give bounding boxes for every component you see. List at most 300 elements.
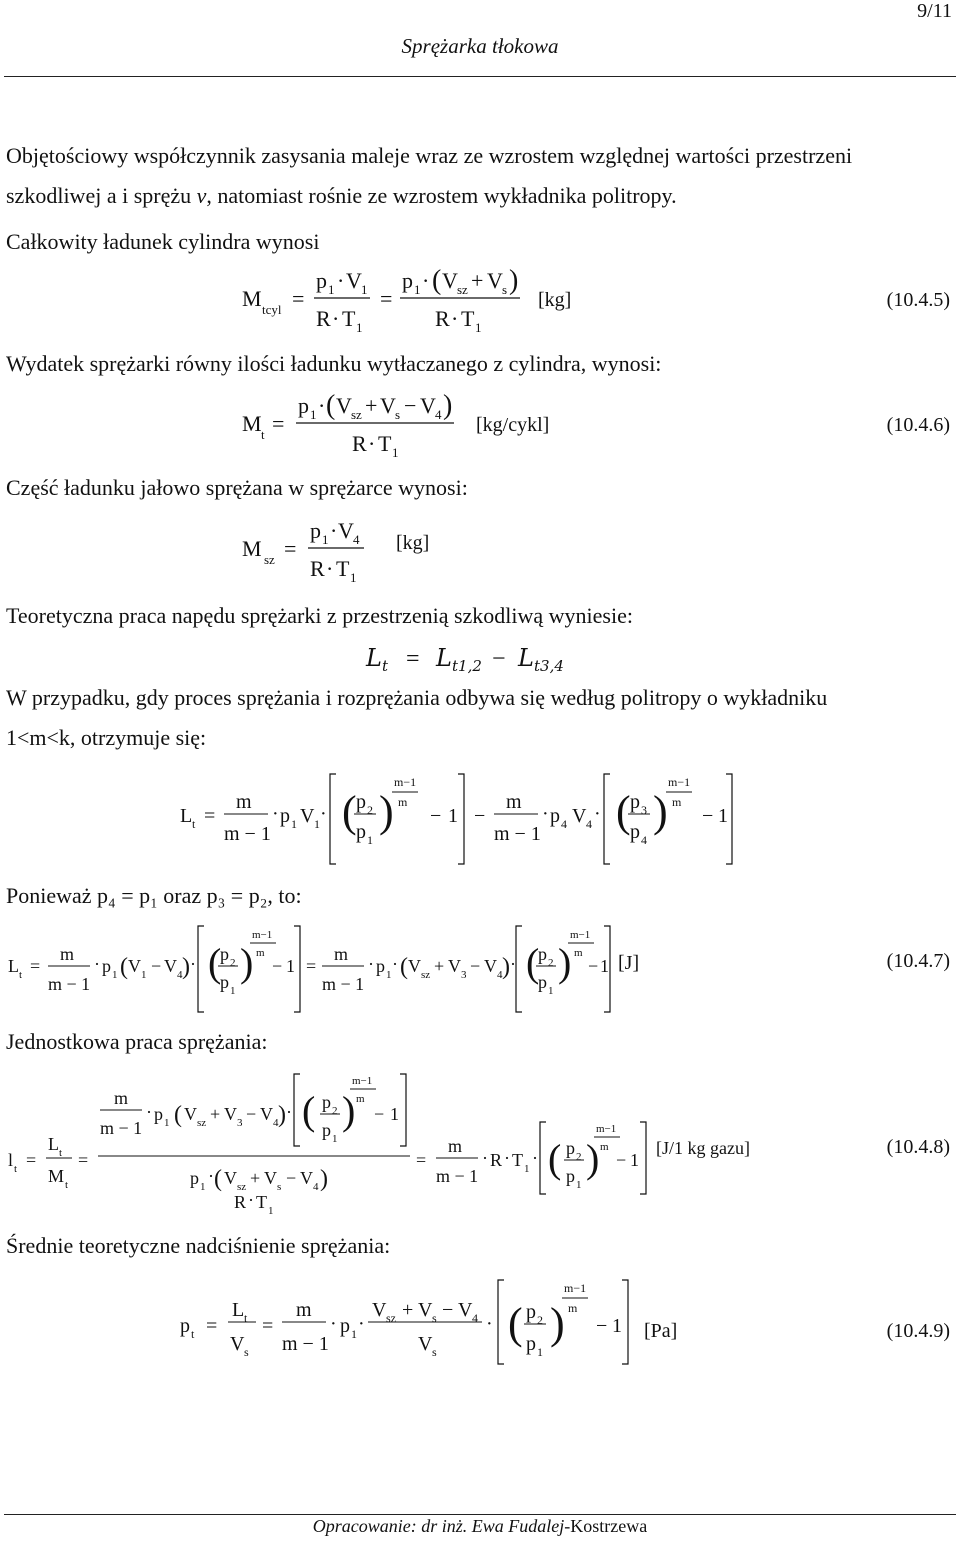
svg-text:): ) xyxy=(550,1299,565,1348)
unit-label: [Pa] xyxy=(644,1320,678,1342)
svg-text:m − 1: m − 1 xyxy=(494,823,541,845)
svg-text:4: 4 xyxy=(313,1181,319,1193)
svg-text:m − 1: m − 1 xyxy=(224,823,271,845)
equation-number: (10.4.7) xyxy=(886,950,950,972)
svg-text:1: 1 xyxy=(367,833,373,847)
equation-10-4-9 xyxy=(176,1272,646,1372)
svg-text:(: ( xyxy=(214,1166,222,1192)
paragraph-text xyxy=(6,176,677,216)
unit-label: [kg] xyxy=(396,532,430,554)
svg-text:V: V xyxy=(224,1104,237,1124)
svg-text:=: = xyxy=(204,805,216,827)
svg-text:R: R xyxy=(435,306,450,331)
svg-text:=: = xyxy=(206,1315,218,1337)
svg-text:sz: sz xyxy=(237,1181,247,1193)
equation-number: (10.4.9) xyxy=(886,1320,950,1342)
svg-text:1: 1 xyxy=(200,1181,206,1193)
svg-text:sz: sz xyxy=(197,1117,207,1129)
svg-text:2: 2 xyxy=(367,803,373,817)
equation-msz xyxy=(232,512,392,592)
svg-text:+: + xyxy=(434,956,445,976)
equation-number: (10.4.8) xyxy=(886,1136,950,1158)
footer-rule xyxy=(4,1514,956,1515)
svg-text:−: − xyxy=(430,805,442,827)
svg-text:p: p xyxy=(402,268,413,293)
svg-text:4: 4 xyxy=(472,1311,478,1325)
svg-text:−: − xyxy=(470,956,481,976)
text-span: , natomiast rośnie ze wzrostem wykładnika politropy. xyxy=(206,183,677,208)
svg-text:p: p xyxy=(538,944,547,964)
header-rule xyxy=(4,76,956,77)
svg-text:3: 3 xyxy=(641,803,647,817)
svg-text:): ) xyxy=(342,1088,356,1133)
svg-text:(: ( xyxy=(616,787,631,836)
svg-text:m − 1: m − 1 xyxy=(322,974,365,994)
svg-text:V: V xyxy=(487,268,503,293)
svg-text:m: m xyxy=(334,944,349,964)
svg-text:m − 1: m − 1 xyxy=(48,974,91,994)
unit-label: [J] xyxy=(618,952,640,974)
svg-text:m: m xyxy=(600,1141,609,1153)
svg-text:−: − xyxy=(286,1168,297,1188)
svg-text:·: · xyxy=(368,954,374,974)
svg-text:V: V xyxy=(448,956,461,976)
svg-text:(: ( xyxy=(432,265,442,296)
svg-text:m−1: m−1 xyxy=(596,1123,617,1135)
svg-text:sz: sz xyxy=(351,407,362,422)
svg-text:t1,2: t1,2 xyxy=(452,657,482,675)
svg-text:p: p xyxy=(526,1333,536,1355)
equation-number: (10.4.5) xyxy=(886,289,950,311)
svg-text:(: ( xyxy=(548,1136,562,1181)
svg-text:1: 1 xyxy=(112,969,118,981)
svg-text:): ) xyxy=(509,265,519,296)
svg-text:L: L xyxy=(180,805,193,827)
svg-text:−: − xyxy=(272,956,283,976)
svg-text:−: − xyxy=(246,1104,257,1124)
unit-label: [J/1 kg gazu] xyxy=(656,1138,750,1158)
svg-text:−: − xyxy=(702,805,714,827)
svg-text:p: p xyxy=(376,956,385,976)
svg-text:p: p xyxy=(102,956,111,976)
svg-text:·: · xyxy=(320,803,327,825)
svg-text:·: · xyxy=(248,1190,254,1210)
svg-text:): ) xyxy=(502,954,510,980)
svg-text:s: s xyxy=(395,407,401,422)
svg-text:·: · xyxy=(542,803,549,825)
svg-text:·: · xyxy=(486,1313,493,1335)
svg-text:T: T xyxy=(378,431,392,456)
svg-text:·: · xyxy=(358,1313,365,1335)
svg-text:·: · xyxy=(337,268,345,293)
svg-text:V: V xyxy=(300,1168,313,1188)
unit-label: [kg] xyxy=(538,289,572,311)
svg-text:V: V xyxy=(300,805,315,827)
svg-text:1: 1 xyxy=(718,805,728,827)
svg-text:p: p xyxy=(190,1168,199,1188)
svg-text:L: L xyxy=(8,956,19,976)
svg-text:1: 1 xyxy=(361,282,368,297)
footer-author xyxy=(0,1516,960,1537)
paragraph-text: Średnie teoretyczne nadciśnienie sprężania: xyxy=(6,1233,391,1258)
svg-text:(: ( xyxy=(302,1088,316,1133)
svg-text:): ) xyxy=(586,1136,600,1181)
svg-text:p: p xyxy=(220,972,229,992)
svg-text:=: = xyxy=(416,1150,427,1170)
svg-text:−: − xyxy=(588,956,599,976)
unit-label: [kg/cykl] xyxy=(476,414,550,436)
svg-text:1: 1 xyxy=(332,1133,338,1145)
svg-text:(: ( xyxy=(526,940,540,985)
svg-text:p: p xyxy=(630,791,640,813)
svg-text:2: 2 xyxy=(230,957,236,969)
svg-text:4: 4 xyxy=(497,969,503,981)
svg-text:t: t xyxy=(382,657,389,675)
svg-text:T: T xyxy=(342,306,356,331)
svg-text:): ) xyxy=(558,940,572,985)
svg-text:): ) xyxy=(379,787,394,836)
svg-text:4: 4 xyxy=(177,969,183,981)
svg-text:·: · xyxy=(286,1102,292,1122)
svg-text:1: 1 xyxy=(291,817,297,831)
svg-text:sz: sz xyxy=(457,282,468,297)
svg-text:·: · xyxy=(330,1313,337,1335)
svg-text:V: V xyxy=(418,1333,433,1355)
svg-text:L: L xyxy=(518,644,534,672)
svg-text:·: · xyxy=(146,1102,152,1122)
svg-text:1: 1 xyxy=(356,320,363,335)
svg-text:V: V xyxy=(442,268,458,293)
svg-text:): ) xyxy=(320,1166,328,1192)
svg-text:M: M xyxy=(242,411,262,436)
paragraph-text: Część ładunku jałowo sprężana w sprężarce wynosi: xyxy=(6,475,468,500)
eq-symbol: tcyl xyxy=(262,302,282,317)
svg-text:T: T xyxy=(336,556,350,581)
svg-text:s: s xyxy=(432,1345,437,1359)
svg-text:−: − xyxy=(616,1150,627,1170)
svg-text:4: 4 xyxy=(353,532,360,547)
svg-text:m: m xyxy=(506,791,522,813)
svg-text:M: M xyxy=(242,536,262,561)
paragraph-text: 1<m<k, otrzymuje się: xyxy=(6,725,207,750)
svg-text:1: 1 xyxy=(286,956,295,976)
svg-text:+: + xyxy=(250,1168,261,1188)
svg-text:m: m xyxy=(574,947,583,959)
svg-text:(: ( xyxy=(342,787,357,836)
svg-text:=: = xyxy=(26,1150,37,1170)
svg-text:p: p xyxy=(180,1315,190,1337)
svg-text:−: − xyxy=(474,805,486,827)
svg-text:1: 1 xyxy=(448,805,458,827)
svg-text:·: · xyxy=(208,1166,214,1186)
svg-text:p: p xyxy=(280,805,290,827)
svg-text:R: R xyxy=(490,1150,503,1170)
text-span: szkodliwej a i sprężu xyxy=(6,183,197,208)
equation-10-4-6 xyxy=(232,385,472,465)
svg-text:V: V xyxy=(230,1333,245,1355)
svg-text:p: p xyxy=(526,1301,536,1323)
svg-text:t: t xyxy=(192,817,196,831)
svg-text:4: 4 xyxy=(561,817,567,831)
svg-text:p: p xyxy=(356,791,366,813)
svg-text:m − 1: m − 1 xyxy=(100,1118,143,1138)
svg-text:·: · xyxy=(594,803,601,825)
svg-text:p: p xyxy=(356,821,366,843)
svg-text:t: t xyxy=(261,427,265,442)
svg-text:V: V xyxy=(418,1299,433,1321)
svg-text:V: V xyxy=(128,956,141,976)
svg-text:m−1: m−1 xyxy=(252,929,273,941)
svg-text:=: = xyxy=(78,1150,89,1170)
svg-text:t: t xyxy=(244,1311,248,1325)
svg-text:R: R xyxy=(316,306,331,331)
svg-text:V: V xyxy=(260,1104,273,1124)
svg-text:·: · xyxy=(326,556,334,581)
svg-text:1: 1 xyxy=(141,969,147,981)
footer-author-italic: Opracowanie: dr inż. Ewa Fudalej xyxy=(312,1516,565,1536)
svg-text:V: V xyxy=(458,1299,473,1321)
svg-text:1: 1 xyxy=(548,985,554,997)
svg-text:p: p xyxy=(630,821,640,843)
svg-text:V: V xyxy=(338,518,354,543)
svg-text:1: 1 xyxy=(537,1345,543,1359)
svg-text:p: p xyxy=(322,1092,331,1112)
svg-text:1: 1 xyxy=(576,1179,582,1191)
svg-text:1: 1 xyxy=(390,1104,399,1124)
eq-symbol: M xyxy=(242,286,262,311)
paragraph-text: Objętościowy współczynnik zasysania maleje wraz ze wzrostem względnej wartości przestrzeni xyxy=(6,143,853,168)
svg-text:t: t xyxy=(191,1327,195,1341)
svg-text:m−1: m−1 xyxy=(668,775,691,789)
svg-text:m: m xyxy=(568,1301,578,1315)
svg-text:1: 1 xyxy=(392,445,399,460)
svg-text:=: = xyxy=(306,956,317,976)
svg-text:sz: sz xyxy=(421,969,431,981)
svg-text:m: m xyxy=(256,947,265,959)
svg-text:1: 1 xyxy=(310,407,317,422)
svg-text:t: t xyxy=(65,1179,69,1191)
svg-text:(: ( xyxy=(120,954,128,980)
svg-text:1: 1 xyxy=(230,985,236,997)
svg-text:): ) xyxy=(240,940,254,985)
svg-text:·: · xyxy=(190,954,196,974)
equation-lt xyxy=(360,638,600,678)
svg-text:+: + xyxy=(402,1299,414,1321)
svg-text:p: p xyxy=(220,944,229,964)
svg-text:L: L xyxy=(366,644,382,672)
svg-text:(: ( xyxy=(208,940,222,985)
svg-text:m: m xyxy=(114,1088,129,1108)
svg-text:·: · xyxy=(482,1148,488,1168)
svg-text:=: = xyxy=(406,646,420,672)
svg-text:·: · xyxy=(94,954,100,974)
svg-text:m: m xyxy=(296,1299,312,1321)
svg-text:·: · xyxy=(330,518,338,543)
svg-text:V: V xyxy=(420,393,436,418)
svg-text:=: = xyxy=(272,411,285,436)
svg-text:R: R xyxy=(352,431,367,456)
svg-text:V: V xyxy=(372,1299,387,1321)
svg-text:1: 1 xyxy=(414,282,421,297)
svg-text:): ) xyxy=(182,954,190,980)
svg-text:−: − xyxy=(596,1315,608,1337)
svg-text:(: ( xyxy=(400,954,408,980)
svg-text:): ) xyxy=(653,787,668,836)
paragraph-text: W przypadku, gdy proces sprężania i rozprężania odbywa się według politropy o wykładniku xyxy=(6,685,828,710)
svg-text:p: p xyxy=(310,518,321,543)
svg-text:m: m xyxy=(672,795,682,809)
svg-text:·: · xyxy=(318,393,326,418)
svg-text:·: · xyxy=(422,268,430,293)
svg-text:·: · xyxy=(332,306,340,331)
svg-text:m−1: m−1 xyxy=(564,1281,587,1295)
svg-text:m − 1: m − 1 xyxy=(282,1333,329,1355)
svg-text:(: ( xyxy=(508,1299,523,1348)
svg-text:1: 1 xyxy=(314,817,320,831)
svg-text:s: s xyxy=(432,1311,437,1325)
svg-text:1: 1 xyxy=(164,1117,170,1129)
eq-symbol: p xyxy=(316,268,327,293)
svg-text:1: 1 xyxy=(612,1315,622,1337)
svg-text:V: V xyxy=(164,956,177,976)
svg-text:4: 4 xyxy=(586,817,592,831)
svg-text:m: m xyxy=(448,1136,463,1156)
symbol-v: v xyxy=(196,183,207,208)
svg-text:m: m xyxy=(60,944,75,964)
svg-text:s: s xyxy=(277,1181,282,1193)
svg-text:s: s xyxy=(244,1345,249,1359)
paragraph-text: Jednostkowa praca sprężania: xyxy=(6,1029,268,1054)
svg-text:V: V xyxy=(572,805,587,827)
svg-text:−: − xyxy=(374,1104,385,1124)
svg-text:1: 1 xyxy=(475,320,482,335)
svg-text:R: R xyxy=(310,556,325,581)
equation-lt-general xyxy=(176,768,736,868)
svg-text:4: 4 xyxy=(273,1117,279,1129)
header-title: Sprężarka tłokowa xyxy=(401,34,559,58)
svg-text:=: = xyxy=(30,956,41,976)
svg-text:2: 2 xyxy=(548,957,554,969)
svg-text:V: V xyxy=(346,268,362,293)
svg-text:): ) xyxy=(278,1102,286,1128)
svg-text:l: l xyxy=(8,1150,14,1170)
eq-symbol: = xyxy=(292,286,305,311)
svg-text:m − 1: m − 1 xyxy=(436,1166,479,1186)
svg-text:3: 3 xyxy=(461,969,467,981)
svg-text:M: M xyxy=(48,1166,65,1186)
svg-text:t: t xyxy=(19,969,23,981)
svg-text:sz: sz xyxy=(264,552,275,567)
svg-text:V: V xyxy=(336,393,352,418)
svg-text:−: − xyxy=(442,1299,454,1321)
svg-text:·: · xyxy=(272,803,279,825)
svg-text:p: p xyxy=(538,972,547,992)
svg-text:T: T xyxy=(256,1192,267,1212)
svg-text:+: + xyxy=(471,268,484,293)
svg-text:V: V xyxy=(184,1104,197,1124)
svg-text:2: 2 xyxy=(537,1313,543,1327)
svg-text:R: R xyxy=(234,1192,247,1212)
svg-text:4: 4 xyxy=(641,833,647,847)
svg-text:m: m xyxy=(356,1093,365,1105)
svg-text:1: 1 xyxy=(524,1163,530,1175)
svg-text:V: V xyxy=(408,956,421,976)
svg-text:·: · xyxy=(532,1148,538,1168)
svg-text:(: ( xyxy=(326,390,336,421)
svg-text:−: − xyxy=(404,393,417,418)
svg-text:m: m xyxy=(398,795,408,809)
svg-text:1: 1 xyxy=(268,1205,274,1217)
svg-text:·: · xyxy=(368,431,376,456)
svg-text:s: s xyxy=(502,282,508,297)
svg-text:(: ( xyxy=(174,1102,182,1128)
svg-text:L: L xyxy=(436,644,452,672)
svg-text:t: t xyxy=(59,1147,63,1159)
svg-text:1: 1 xyxy=(630,1150,639,1170)
svg-text:1: 1 xyxy=(386,969,392,981)
paragraph-text: Teoretyczna praca napędu sprężarki z przestrzenią szkodliwą wyniesie: xyxy=(6,603,633,628)
svg-text:m−1: m−1 xyxy=(394,775,417,789)
page-number: 9/11 xyxy=(917,0,952,22)
svg-text:p: p xyxy=(154,1104,163,1124)
svg-text:p: p xyxy=(298,393,309,418)
svg-text:m−1: m−1 xyxy=(352,1075,373,1087)
svg-text:+: + xyxy=(210,1104,221,1124)
svg-text:2: 2 xyxy=(332,1105,338,1117)
svg-text:p: p xyxy=(322,1120,331,1140)
svg-text:V: V xyxy=(224,1168,237,1188)
svg-text:T: T xyxy=(512,1150,523,1170)
paragraph-text: Całkowity ładunek cylindra wynosi xyxy=(6,229,320,254)
svg-text:t3,4: t3,4 xyxy=(534,657,564,675)
svg-text:·: · xyxy=(504,1148,510,1168)
svg-text:1: 1 xyxy=(351,1327,357,1341)
svg-text:−: − xyxy=(151,956,162,976)
equation-10-4-8 xyxy=(4,1066,654,1226)
svg-text:p: p xyxy=(550,805,560,827)
svg-text:1: 1 xyxy=(328,282,335,297)
svg-text:4: 4 xyxy=(435,407,442,422)
svg-text:2: 2 xyxy=(576,1151,582,1163)
svg-text:p: p xyxy=(566,1166,575,1186)
footer-author-rest: -Kostrzewa xyxy=(564,1516,648,1536)
equation-number: (10.4.6) xyxy=(886,414,950,436)
svg-text:m−1: m−1 xyxy=(570,929,591,941)
svg-text:=: = xyxy=(380,286,393,311)
svg-text:V: V xyxy=(264,1168,277,1188)
svg-text:L: L xyxy=(48,1134,59,1154)
svg-text:T: T xyxy=(461,306,475,331)
svg-text:V: V xyxy=(380,393,396,418)
svg-text:p: p xyxy=(340,1315,350,1337)
svg-text:·: · xyxy=(392,954,398,974)
svg-text:t: t xyxy=(14,1163,18,1175)
equation-10-4-7 xyxy=(4,920,614,1016)
svg-text:=: = xyxy=(262,1315,274,1337)
svg-text:p: p xyxy=(566,1138,575,1158)
svg-text:1: 1 xyxy=(600,956,609,976)
svg-text:·: · xyxy=(510,954,516,974)
paragraph-text: Wydatek sprężarki równy ilości ładunku wytłaczanego z cylindra, wynosi: xyxy=(6,351,662,376)
svg-text:m: m xyxy=(236,791,252,813)
svg-text:): ) xyxy=(443,390,453,421)
svg-text:1: 1 xyxy=(322,532,329,547)
svg-text:+: + xyxy=(365,393,378,418)
svg-text:=: = xyxy=(284,536,297,561)
svg-text:sz: sz xyxy=(386,1311,396,1325)
paragraph-text: Ponieważ p₄ = p₁ oraz p₃ = p₂, to: xyxy=(6,883,302,908)
svg-text:3: 3 xyxy=(237,1117,243,1129)
